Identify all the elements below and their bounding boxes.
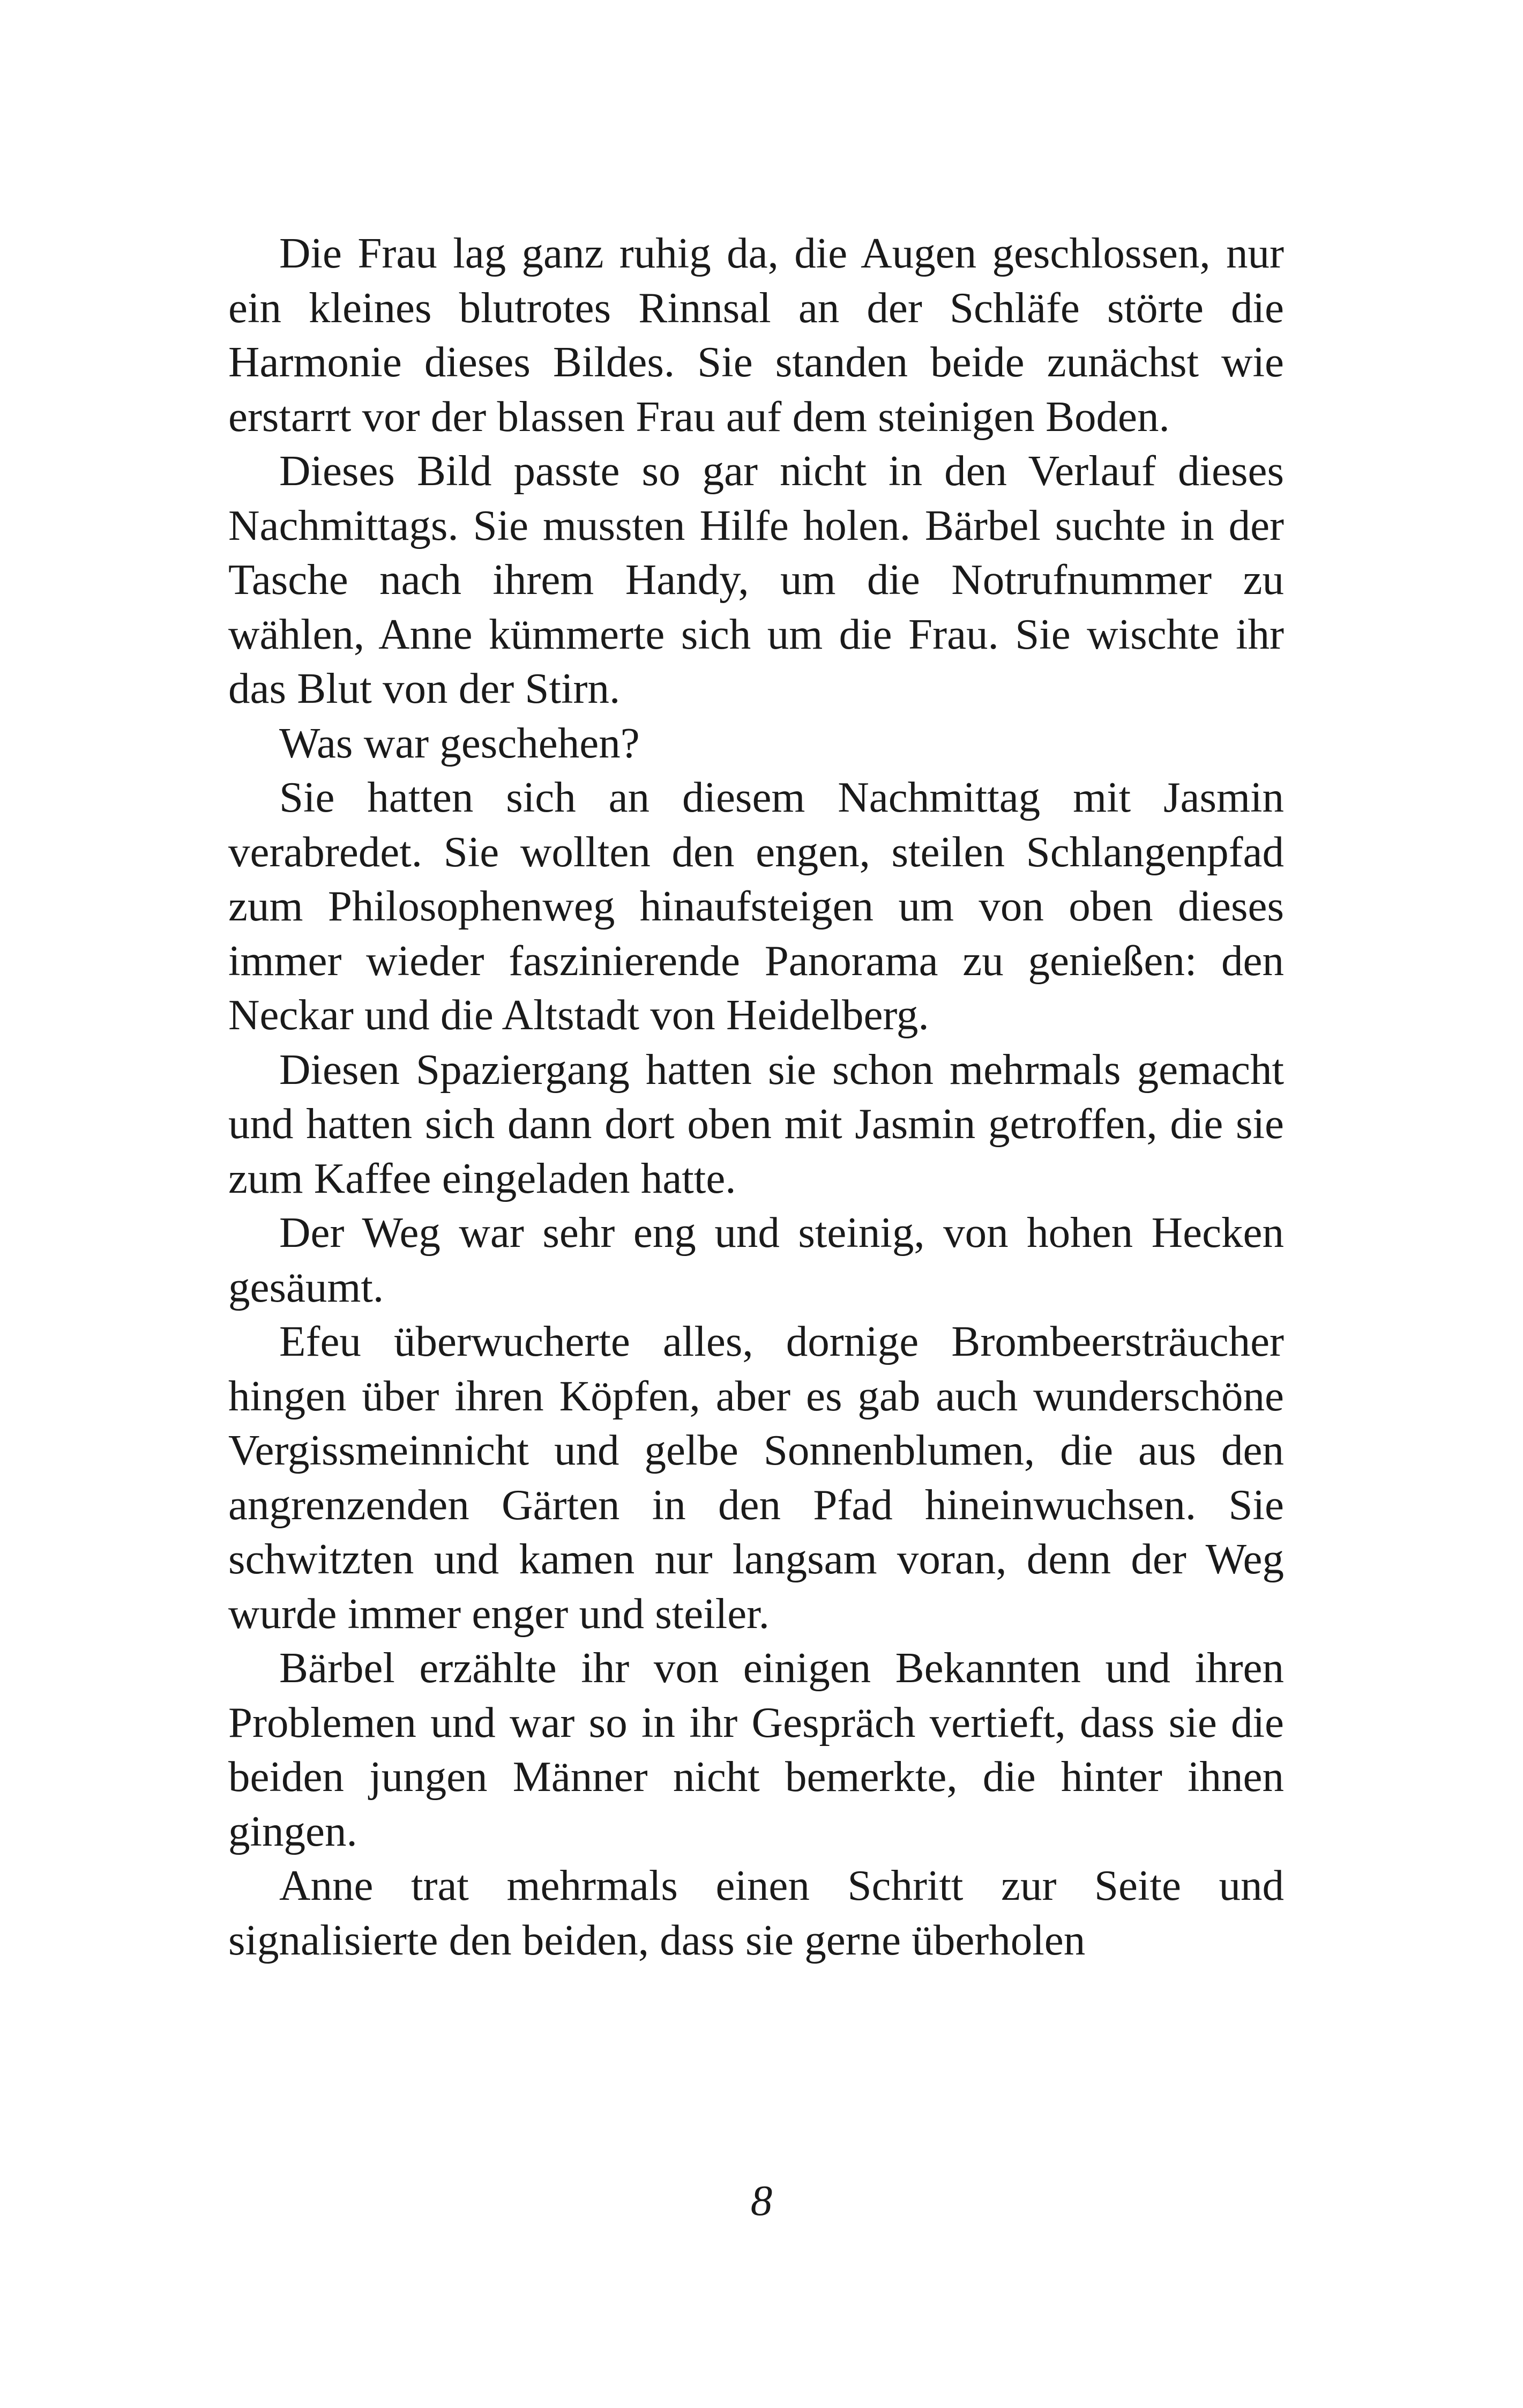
paragraph: Dieses Bild passte so gar nicht in den Verlauf dieses Nachmittags. Sie mussten Hilfe holen. Bärbel suchte in der Tasche nach ihrem Handy, um die Notrufnummer zu wählen, Anne kümmerte sich um die Frau. Sie wischte ihr das Blut von der Stirn. <box>228 447 1284 712</box>
paragraph: Die Frau lag ganz ruhig da, die Augen geschlossen, nur ein kleines blutrotes Rinnsal an der Schläfe störte die Harmonie dieses Bildes. Sie standen beide zunächst wie erstarrt vor der blassen Frau auf dem steinigen Boden. <box>228 229 1284 441</box>
paragraph: Sie hatten sich an diesem Nachmittag mit Jasmin verabredet. Sie wollten den engen, steilen Schlangenpfad zum Philosophenweg hinaufsteigen um von oben dieses immer wieder faszinierende Panorama zu genießen: den Neckar und die Altstadt von Heidelberg. <box>228 773 1284 1039</box>
paragraph: Efeu überwucherte alles, dornige Brombeersträucher hingen über ihren Köpfen, aber es gab auch wunderschöne Vergissmeinnicht und gelbe Sonnenblumen, die aus den angrenzenden Gärten in den Pfad hineinwuchsen. Sie schwitzten und kamen nur langsam voran, denn der Weg wurde immer enger und steiler. <box>228 1317 1284 1638</box>
book-page-body <box>228 226 1284 1967</box>
paragraph: Diesen Spaziergang hatten sie schon mehrmals gemacht und hatten sich dann dort oben mit Jasmin getroffen, die sie zum Kaffee eingeladen hatte. <box>228 1045 1284 1202</box>
paragraph: Anne trat mehrmals einen Schritt zur Seite und signalisierte den beiden, dass sie gerne überholen <box>228 1861 1284 1964</box>
paragraph: Was war geschehen? <box>279 718 640 767</box>
paragraph: Der Weg war sehr eng und steinig, von hohen Hecken gesäumt. <box>228 1208 1284 1311</box>
paragraph: Bärbel erzählte ihr von einigen Bekannten und ihren Problemen und war so in ihr Gespräch vertieft, dass sie die beiden jungen Männer nicht bemerkte, die hinter ihnen gingen. <box>228 1644 1284 1855</box>
page-number: 8 <box>750 2176 773 2225</box>
